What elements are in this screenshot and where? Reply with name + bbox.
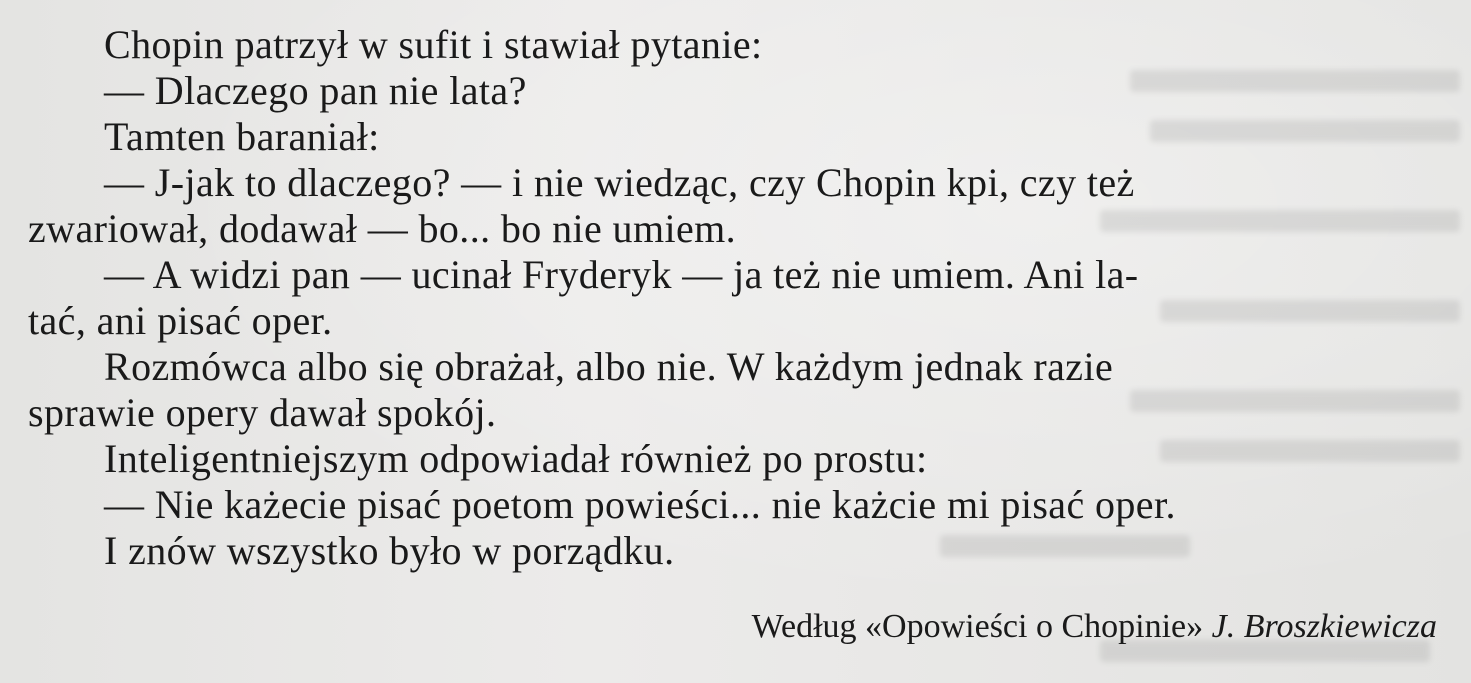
paragraph-line: — J-jak to dlaczego? — i nie wiedząc, czy Chopin kpi, czy też bbox=[104, 160, 1135, 205]
paragraph-line: sprawie opery dawał spokój. bbox=[28, 390, 497, 435]
author-name: Broszkiewicza bbox=[1243, 608, 1437, 645]
author-initial: J. bbox=[1211, 608, 1236, 645]
paragraph-line: zwariował, dodawał — bo... bo nie umiem. bbox=[28, 206, 737, 251]
paragraph-line: Tamten baraniał: bbox=[104, 114, 380, 159]
source-prefix: Według «Opowieści o Chopinie» bbox=[751, 608, 1204, 645]
paragraph-line: Rozmówca albo się obrażał, albo nie. W każdym jednak razie bbox=[104, 344, 1114, 389]
paragraph-line: Inteligentniejszym odpowiadał również po prostu: bbox=[104, 436, 928, 481]
paragraph-line: I znów wszystko było w porządku. bbox=[104, 528, 675, 573]
paragraph-line: — Dlaczego pan nie lata? bbox=[104, 68, 527, 113]
paragraph-line: — A widzi pan — ucinał Fryderyk — ja też nie umiem. Ani la- bbox=[104, 252, 1139, 297]
paragraph-line: tać, ani pisać oper. bbox=[28, 298, 333, 343]
paragraph-line: — Nie każecie pisać poetom powieści... nie każcie mi pisać oper. bbox=[104, 482, 1176, 527]
paragraph-line: Chopin patrzył w sufit i stawiał pytanie: bbox=[104, 22, 763, 67]
source-attribution bbox=[752, 607, 1437, 647]
